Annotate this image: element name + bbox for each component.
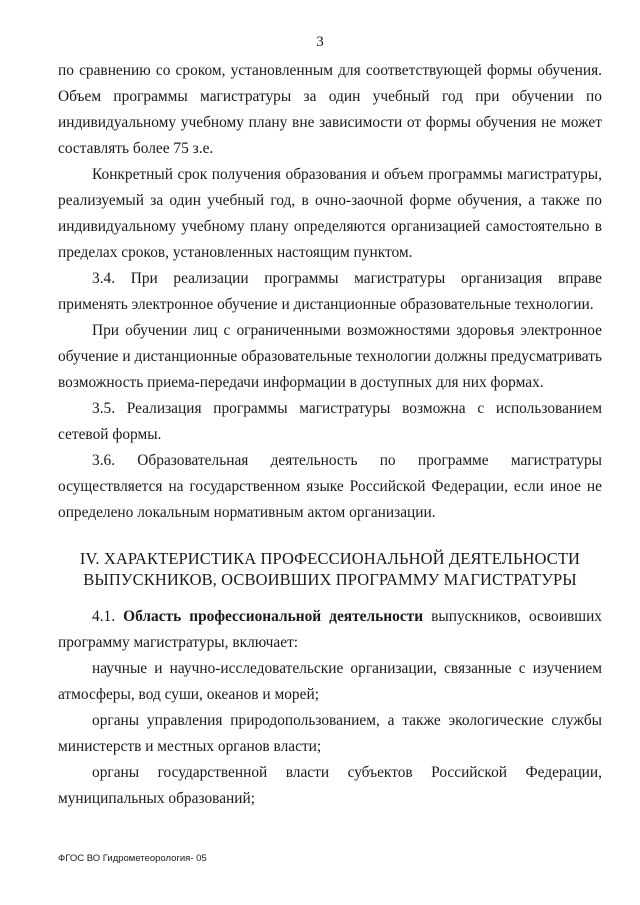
section-heading-line-2: ВЫПУСКНИКОВ, ОСВОИВШИХ ПРОГРАММУ МАГИСТРАТУРЫ: [83, 570, 577, 589]
list-item: органы государственной власти субъектов Российской Федерации, муниципальных образований;: [58, 764, 602, 807]
page-number: 3: [316, 34, 324, 50]
paragraph-disabilities: При обучении лиц с ограниченными возможностями здоровья электронное обучение и дистанционные образовательные технологии должны предусматривать возможность приема-передачи информации в доступных для них формах.: [58, 322, 602, 391]
item-number: 4.1.: [92, 608, 124, 625]
paragraph-4-1: [58, 604, 602, 656]
section-heading: [58, 548, 602, 590]
paragraph-continuation: по сравнению со сроком, установленным для соответствующей формы обучения. Объем программы магистратуры за один учебный год при обучении по индивидуальному учебному плану вне зависимости от формы обучения не может составлять более 75 з.е.: [58, 62, 602, 157]
bold-term: Область профессиональной деятельности: [123, 608, 424, 625]
paragraph-3-5: 3.5. Реализация программы магистратуры возможна с использованием сетевой формы.: [58, 400, 602, 443]
document-body: [58, 58, 602, 812]
item-text: выпускников, освоивших программу магистратуры, включает:: [58, 608, 603, 651]
list-item: органы управления природопользованием, а также экологические службы министерств и местных органов власти;: [58, 712, 602, 755]
paragraph-term-volume: Конкретный срок получения образования и объем программы магистратуры, реализуемый за один учебный год, в очно-заочной форме обучения, а также по индивидуальному учебному плану определяются организацией самостоятельно в пределах сроков, установленных настоящим пунктом.: [58, 166, 602, 261]
section-heading-line-1: IV. ХАРАКТЕРИСТИКА ПРОФЕССИОНАЛЬНОЙ ДЕЯТЕЛЬНОСТИ: [79, 549, 581, 568]
list-item: научные и научно-исследовательские организации, связанные с изучением атмосферы, вод суши, океанов и морей;: [58, 660, 602, 703]
paragraph-3-4: 3.4. При реализации программы магистратуры организация вправе применять электронное обучение и дистанционные образовательные технологии.: [58, 270, 602, 313]
paragraph-3-6: 3.6. Образовательная деятельность по программе магистратуры осуществляется на государственном языке Российской Федерации, если иное не определено локальным нормативным актом организации.: [58, 452, 602, 521]
page-footer: ФГОС ВО Гидрометеорология- 05: [58, 853, 207, 864]
